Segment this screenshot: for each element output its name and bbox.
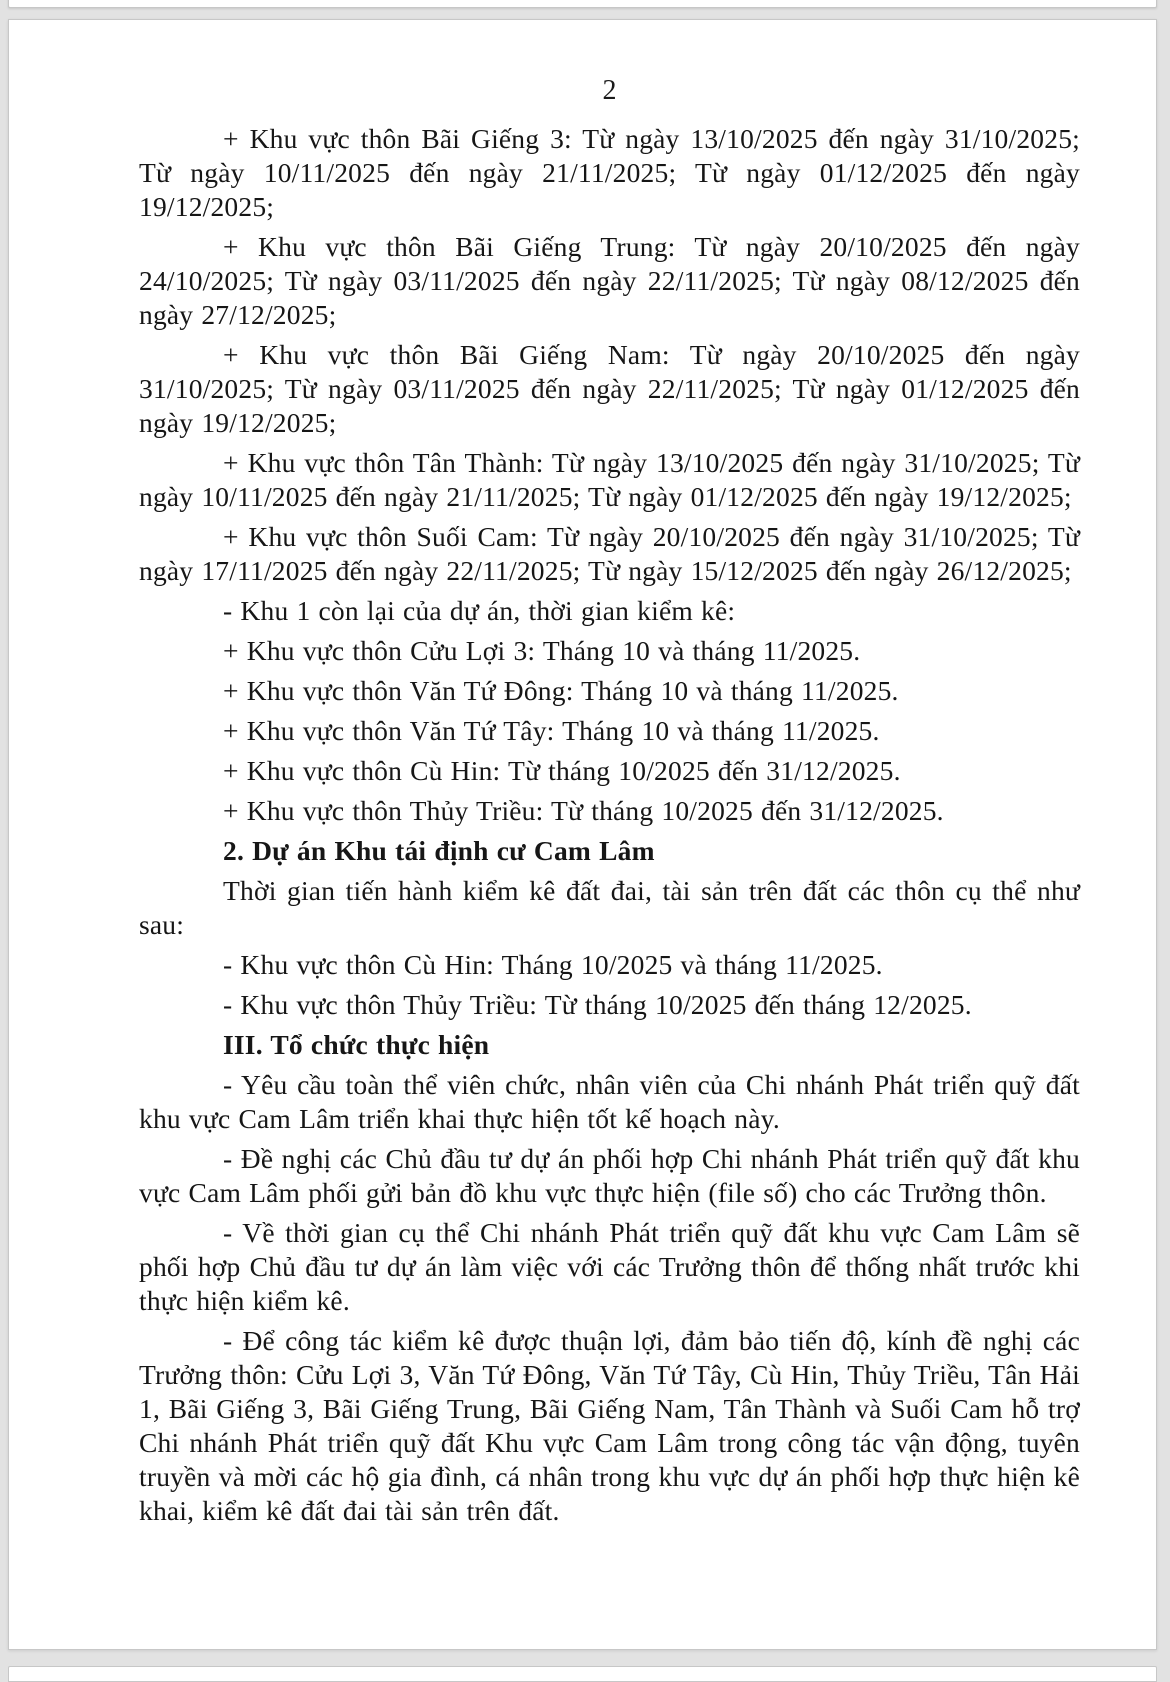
paragraph-area-tan-thanh: + Khu vực thôn Tân Thành: Từ ngày 13/10/2025 đến ngày 31/10/2025; Từ ngày 10/11/2025 đến ngày 21/11/2025; Từ ngày 01/12/2025 đến ngày 19/12/2025;	[139, 447, 1080, 512]
paragraph-cu-hin-schedule: - Khu vực thôn Cù Hin: Tháng 10/2025 và tháng 11/2025.	[223, 949, 883, 980]
page-number: 2	[602, 75, 617, 106]
paragraph-khu-1-con-lai: - Khu 1 còn lại của dự án, thời gian kiểm kê:	[223, 595, 736, 626]
paragraph-de-nghi-chu-dau-tu: - Đề nghị các Chủ đầu tư dự án phối hợp Chi nhánh Phát triển quỹ đất khu vực Cam Lâm phối gửi bản đồ khu vực thực hiện (file số) cho các Trưởng thôn.	[139, 1143, 1080, 1208]
paragraph-yeu-cau-vien-chuc: - Yêu cầu toàn thể viên chức, nhân viên của Chi nhánh Phát triển quỹ đất khu vực Cam Lâm triển khai thực hiện tốt kế hoạch này.	[139, 1069, 1080, 1134]
paragraph-thoi-gian-tien-hanh: Thời gian tiến hành kiểm kê đất đai, tài sản trên đất các thôn cụ thể như sau:	[139, 875, 1080, 940]
paragraph-area-van-tu-dong: + Khu vực thôn Văn Tứ Đông: Tháng 10 và tháng 11/2025.	[223, 675, 899, 706]
paragraph-area-cu-hin: + Khu vực thôn Cù Hin: Từ tháng 10/2025 đến 31/12/2025.	[223, 755, 901, 786]
paragraph-area-bai-gieng-3: + Khu vực thôn Bãi Giếng 3: Từ ngày 13/10/2025 đến ngày 31/10/2025; Từ ngày 10/11/2025 đến ngày 21/11/2025; Từ ngày 01/12/2025 đến ngày 19/12/2025;	[139, 123, 1080, 222]
paragraph-area-thuy-trieu: + Khu vực thôn Thủy Triều: Từ tháng 10/2025 đến 31/12/2025.	[223, 795, 944, 826]
paragraph-thuy-trieu-schedule: - Khu vực thôn Thủy Triều: Từ tháng 10/2025 đến tháng 12/2025.	[223, 989, 972, 1020]
paragraph-area-bai-gieng-trung: + Khu vực thôn Bãi Giếng Trung: Từ ngày 20/10/2025 đến ngày 24/10/2025; Từ ngày 03/11/2025 đến ngày 22/11/2025; Từ ngày 08/12/2025 đến ngày 27/12/2025;	[139, 231, 1080, 330]
paragraph-area-van-tu-tay: + Khu vực thôn Văn Tứ Tây: Tháng 10 và tháng 11/2025.	[223, 715, 880, 746]
paragraph-ve-thoi-gian-cu-the: - Về thời gian cụ thể Chi nhánh Phát triển quỹ đất khu vực Cam Lâm sẽ phối hợp Chủ đầu tư dự án làm việc với các Trưởng thôn để thống nhất trước khi thực hiện kiểm kê.	[139, 1217, 1080, 1316]
heading-to-chuc-thuc-hien: III. Tổ chức thực hiện	[223, 1029, 490, 1060]
document-page	[8, 19, 1157, 1650]
paragraph-area-bai-gieng-nam: + Khu vực thôn Bãi Giếng Nam: Từ ngày 20/10/2025 đến ngày 31/10/2025; Từ ngày 03/11/2025 đến ngày 22/11/2025; Từ ngày 01/12/2025 đến ngày 19/12/2025;	[139, 339, 1080, 438]
next-page-top-edge	[8, 1666, 1157, 1682]
paragraph-de-cong-tac-kiem-ke: - Để công tác kiểm kê được thuận lợi, đảm bảo tiến độ, kính đề nghị các Trưởng thôn: Cửu Lợi 3, Văn Tứ Đông, Văn Tứ Tây, Cù Hin, Thủy Triều, Tân Hải 1, Bãi Giếng 3, Bãi Giếng Trung, Bãi Giếng Nam, Tân Thành và Suối Cam hỗ trợ Chi nhánh Phát triển quỹ đất Khu vực Cam Lâm trong công tác vận động, tuyên truyền và mời các hộ gia đình, cá nhân trong khu vực dự án phối hợp thực hiện kê khai, kiểm kê đất đai tài sản trên đất.	[139, 1325, 1080, 1526]
previous-page-bottom-edge	[8, 0, 1157, 8]
paragraph-area-cuu-loi-3: + Khu vực thôn Cửu Lợi 3: Tháng 10 và tháng 11/2025.	[223, 635, 861, 666]
heading-du-an-khu-tai-dinh-cu: 2. Dự án Khu tái định cư Cam Lâm	[223, 835, 655, 866]
paragraph-area-suoi-cam: + Khu vực thôn Suối Cam: Từ ngày 20/10/2025 đến ngày 31/10/2025; Từ ngày 17/11/2025 đến ngày 22/11/2025; Từ ngày 15/12/2025 đến ngày 26/12/2025;	[139, 521, 1080, 586]
